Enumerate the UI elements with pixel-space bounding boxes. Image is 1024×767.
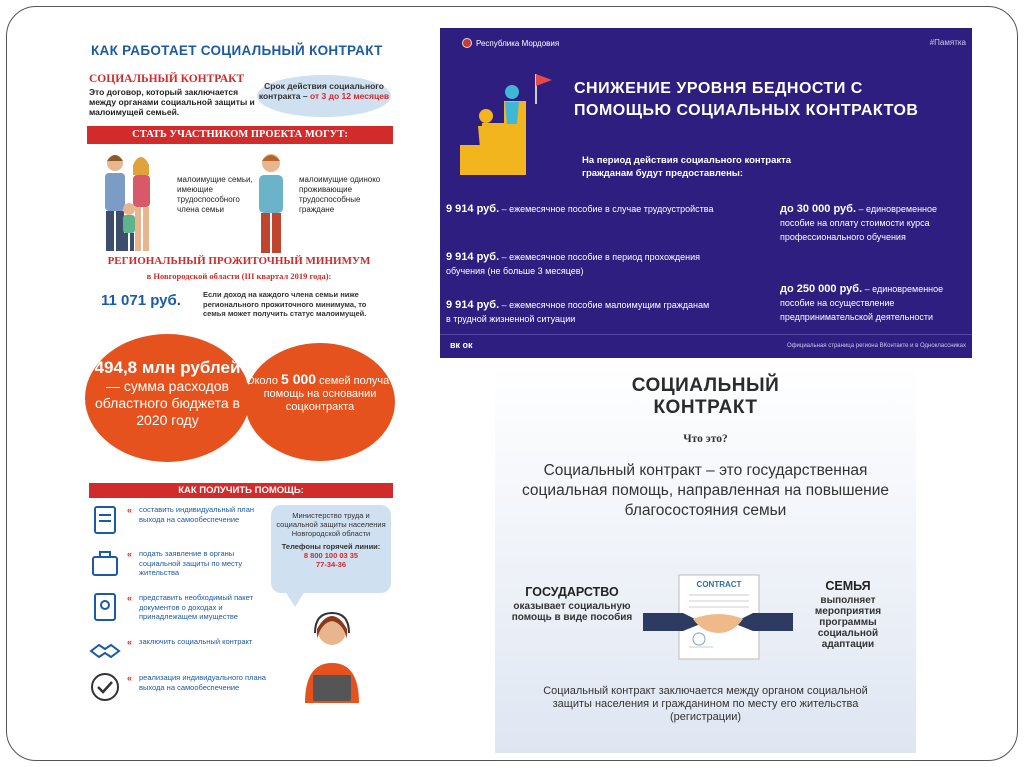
emblem-icon: [462, 38, 472, 48]
briefcase-icon: [89, 547, 121, 579]
pm-title: РЕГИОНАЛЬНЫЙ ПРОЖИТОЧНЫЙ МИНИМУМ: [107, 255, 371, 267]
phone-2: 77-34-36: [315, 560, 347, 569]
sc-conclusion: Социальный контракт заключается между органом социальной защиты населения и гражданином по месту его жительства (регистрации): [543, 685, 868, 723]
hotline-callout: [271, 505, 391, 593]
contract-label: CONTRACT: [696, 580, 742, 589]
benefit-text: – ежемесячное пособие в случае трудоустройства: [501, 204, 714, 214]
single-criteria-text: малоимущие одиноко проживающие трудоспособные граждане: [299, 175, 381, 214]
contract-handshake-icon: [643, 571, 793, 661]
social-contract-card: [495, 365, 916, 753]
benefit-amount: 9 914 руб.: [446, 251, 500, 263]
chevron-icon: «: [127, 505, 133, 515]
benefit-text: – единовременное пособие на оплату стоимости курса профессионального обучения: [780, 204, 938, 242]
benefit-text: – единовременное пособие на осуществление предпринимательской деятельности: [780, 284, 944, 322]
term-range: от 3 до 12 месяцев: [310, 91, 390, 101]
sc-card-title: СОЦИАЛЬНЫЙ КОНТРАКТ: [631, 375, 780, 418]
term-label: Срок действия социального контракта –: [258, 81, 384, 101]
benefit-item: [780, 282, 970, 324]
operator-icon: [297, 603, 367, 703]
social-links[interactable]: вк ок: [450, 340, 473, 350]
benefit-text: – ежемесячное пособие в период прохождения обучения (не больше 3 месяцев): [446, 252, 700, 276]
step-text: подать заявление в органы социальной защиты по месту жительства: [139, 549, 243, 577]
step-item: [89, 547, 269, 581]
chevron-icon: «: [127, 637, 133, 647]
climbing-people-icon: [450, 70, 560, 180]
document-icon: [89, 591, 121, 623]
clipboard-icon: [89, 503, 121, 535]
term-bubble: [257, 75, 391, 117]
benefit-item: [780, 202, 970, 244]
republic-label: [462, 38, 559, 48]
benefit-amount: до 250 000 руб.: [780, 283, 863, 295]
left-title: КАК РАБОТАЕТ СОЦИАЛЬНЫЙ КОНТРАКТ: [91, 43, 383, 58]
chevron-icon: «: [127, 549, 133, 559]
budget-text: — сумма расходов областного бюджета в 2020 году: [95, 378, 240, 428]
families-bubble: [245, 343, 395, 461]
phone-1: 8 800 100 03 35: [303, 551, 359, 560]
step-item: [89, 503, 269, 537]
republic-name: Республика Мордовия: [476, 38, 560, 48]
step-text: составить индивидуальный план выхода на самообеспечение: [139, 505, 255, 524]
chevron-icon: «: [127, 593, 133, 603]
pm-note: Если доход на каждого члена семьи ниже регионального прожиточного минимума, то семья может получить статус малоимущей.: [203, 290, 367, 318]
poverty-heading: СНИЖЕНИЕ УРОВНЯ БЕДНОСТИ С ПОМОЩЬЮ СОЦИАЛЬНЫХ КОНТРАКТОВ: [574, 80, 919, 119]
benefit-item: [446, 250, 716, 278]
pm-value: 11 071 руб.: [101, 292, 181, 309]
sc-description: Это договор, который заключается между органами социальной защиты и малоимущей семьей.: [89, 87, 255, 117]
card-footer: [440, 334, 972, 358]
pm-subtitle: в Новгородской области (III квартал 2019 года):: [146, 271, 332, 281]
step-item: [89, 635, 269, 669]
step-text: заключить социальный контракт: [139, 637, 253, 646]
slide-frame: [6, 6, 1018, 761]
check-circle-icon: [89, 671, 121, 703]
budget-amount: 494,8 млн рублей: [94, 358, 241, 377]
family-illustration-icon: [93, 151, 163, 257]
chevron-icon: «: [127, 673, 133, 683]
family-heading: СЕМЬЯ: [825, 579, 871, 593]
benefit-amount: до 30 000 руб.: [780, 203, 857, 215]
sc-title: СОЦИАЛЬНЫЙ КОНТРАКТ: [89, 73, 245, 85]
how-bar: КАК ПОЛУЧИТЬ ПОМОЩЬ:: [89, 483, 393, 498]
participants-bar: СТАТЬ УЧАСТНИКОМ ПРОЕКТА МОГУТ:: [87, 126, 393, 144]
step-item: [89, 591, 269, 625]
benefit-amount: 9 914 руб.: [446, 299, 500, 311]
benefit-item: [446, 202, 716, 216]
step-text: реализация индивидуального плана выхода на самообеспечение: [139, 673, 266, 692]
what-is-it: Что это?: [683, 433, 728, 445]
ministry-name: Министерство труда и социальной защиты населения Новгородской области: [276, 511, 386, 538]
families-count: 5 000: [281, 371, 317, 387]
families-pre: Около: [245, 375, 278, 387]
official-page-text: Официальная страница региона ВКонтакте и в Одноклассниках: [786, 343, 966, 349]
benefit-item: [446, 298, 716, 326]
single-person-icon: [251, 151, 291, 257]
state-text: оказывает социальную помощь в виде пособия: [511, 601, 633, 623]
sc-definition: Социальный контракт – это государственная социальная помощь, направленная на повышение благосостояния семьи: [522, 462, 889, 519]
step-item: [89, 671, 269, 705]
budget-bubble: [85, 334, 250, 462]
family-text: выполняет мероприятия программы социальной адаптации: [814, 595, 882, 650]
poverty-reduction-card: [440, 28, 972, 358]
benefits-intro: На период действия социального контракта гражданам будут предоставлены:: [582, 155, 792, 179]
state-heading: ГОСУДАРСТВО: [525, 585, 619, 599]
benefit-amount: 9 914 руб.: [446, 203, 500, 215]
handshake-icon: [89, 635, 121, 667]
hotline-label: Телефоны горячей линии:: [281, 542, 381, 551]
step-text: представить необходимый пакет документов о доходах и принадлежащем имуществе: [139, 593, 254, 621]
family-criteria-text: малоимущие семьи, имеющие трудоспособного члена семьи: [177, 175, 253, 214]
families-text: семей получат помощь на основании соцконтракта: [263, 375, 395, 413]
memo-tag: #Памятка: [929, 38, 966, 47]
left-infographic: [85, 37, 397, 717]
benefit-text: – ежемесячное пособие малоимущим гражданам в трудной жизненной ситуации: [446, 300, 710, 324]
